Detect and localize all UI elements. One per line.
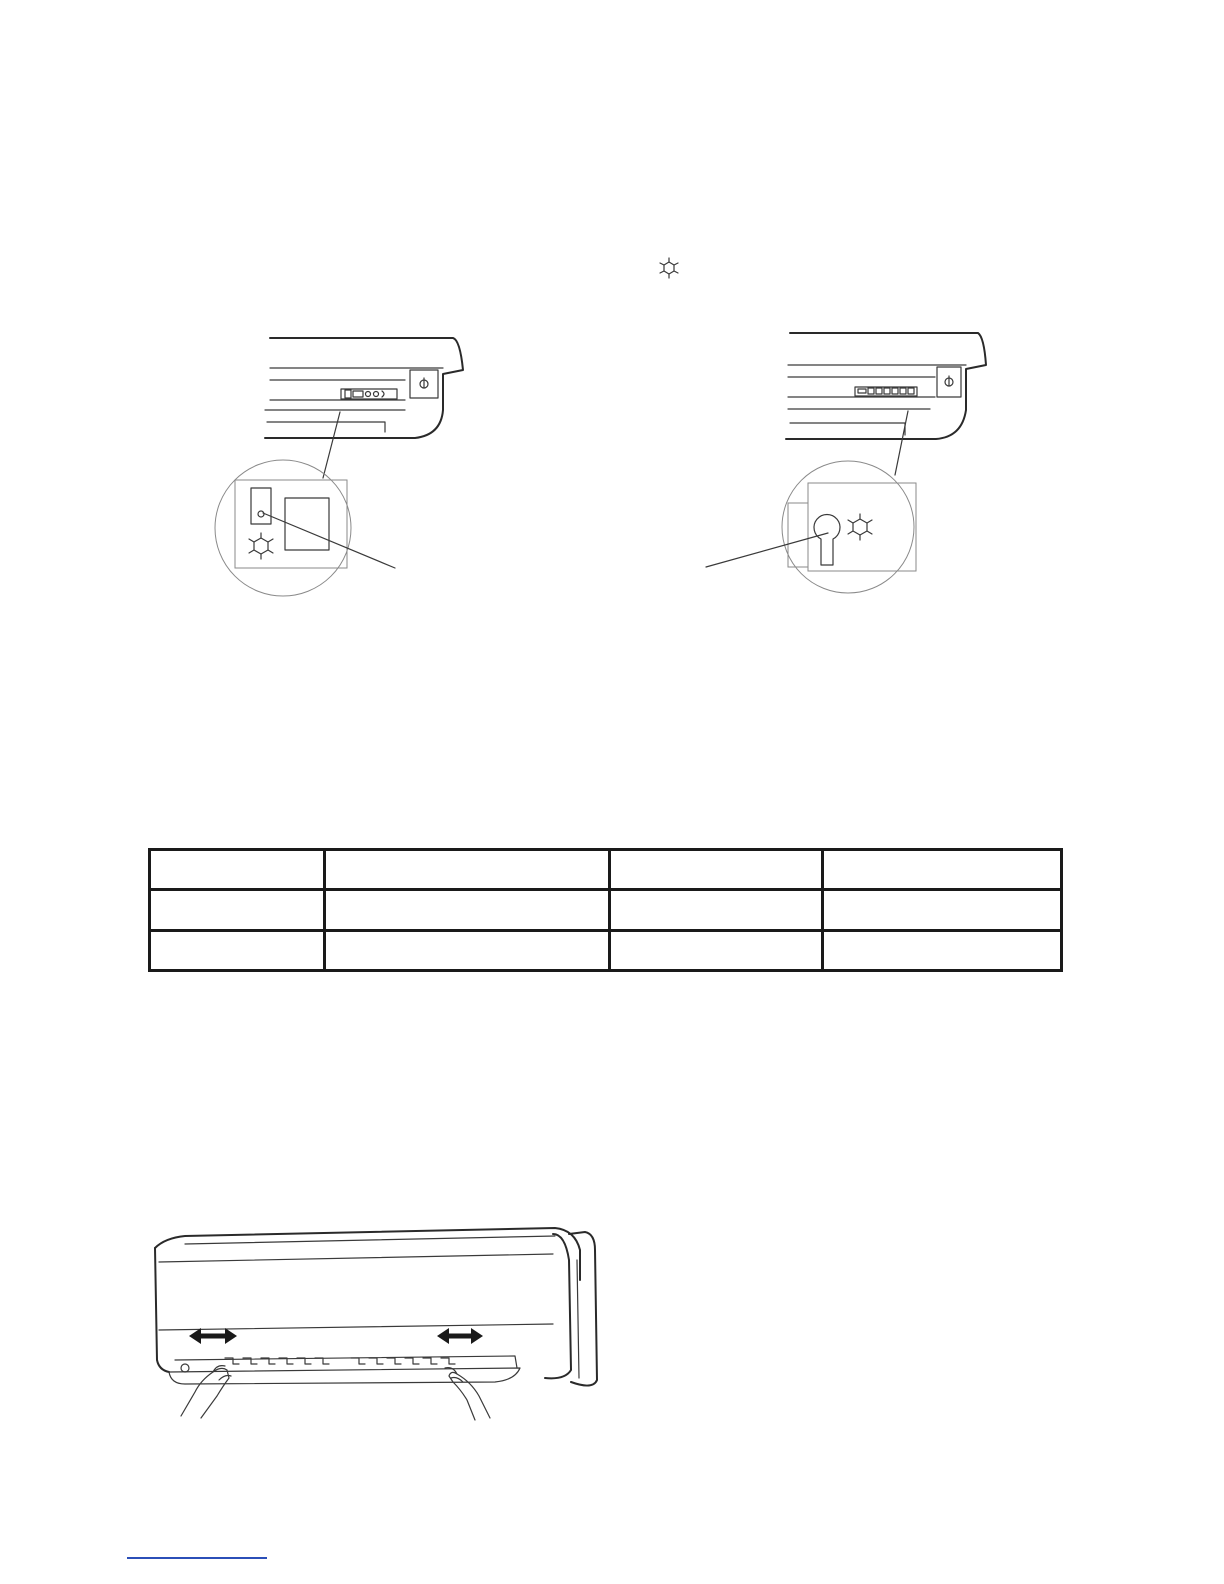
- hand-icon: [181, 1366, 231, 1418]
- left-unit-figure: [205, 330, 685, 600]
- table-cell: [325, 850, 610, 890]
- display-panel-icon: [285, 498, 329, 550]
- table-cell: [150, 850, 325, 890]
- inline-snowflake-icon: [656, 256, 682, 280]
- double-arrow-icon: [189, 1328, 237, 1344]
- table-row: [150, 890, 1062, 930]
- hand-icon: [445, 1368, 490, 1420]
- snowflake-icon: [848, 514, 872, 540]
- table-cell: [610, 930, 823, 970]
- power-icon: [937, 367, 961, 397]
- indicator-button-icon: [251, 488, 271, 524]
- table-cell: [325, 930, 610, 970]
- spec-table: [148, 848, 1063, 972]
- keyhole-button-icon: [814, 514, 840, 565]
- table-cell: [150, 930, 325, 970]
- power-icon: [410, 370, 438, 398]
- right-unit-figure: [700, 325, 1000, 600]
- table-cell: [823, 890, 1062, 930]
- table-cell: [325, 890, 610, 930]
- table-cell: [610, 890, 823, 930]
- table-cell: [823, 850, 1062, 890]
- double-arrow-icon: [437, 1328, 483, 1344]
- control-strip: [341, 389, 397, 399]
- footer-rule: [127, 1557, 267, 1559]
- button-strip: [855, 387, 917, 396]
- snowflake-icon: [249, 533, 273, 559]
- table-cell: [610, 850, 823, 890]
- table-cell: [823, 930, 1062, 970]
- table-row: [150, 930, 1062, 970]
- table-cell: [150, 890, 325, 930]
- table-row: [150, 850, 1062, 890]
- filter-removal-figure: [145, 1220, 605, 1425]
